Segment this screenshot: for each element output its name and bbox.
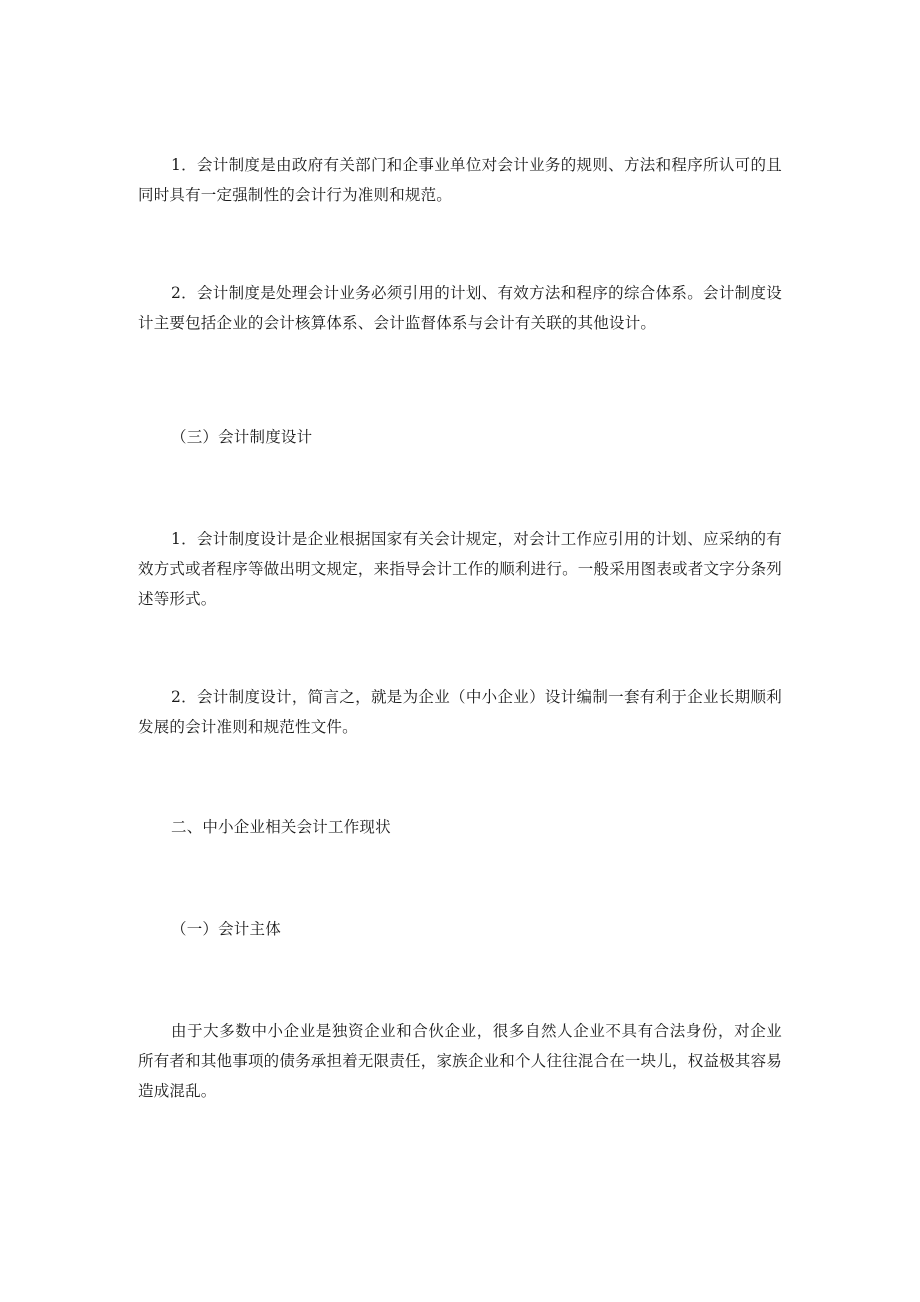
paragraph-3: 1．会计制度设计是企业根据国家有关会计规定，对会计工作应引用的计划、应采纳的有效方式或者程序等做出明文规定，来指导会计工作的顺利进行。一般采用图表或者文字分条列述等形式。: [138, 530, 782, 608]
paragraph-1: 1．会计制度是由政府有关部门和企事业单位对会计业务的规则、方法和程序所认可的且同时具有一定强制性的会计行为准则和规范。: [138, 156, 782, 204]
paragraph-4: 2．会计制度设计，简言之，就是为企业（中小企业）设计编制一套有利于企业长期顺利发展的会计准则和规范性文件。: [138, 688, 782, 736]
subsection-heading-1: （一）会计主体: [171, 920, 281, 938]
section-heading-3: （三）会计制度设计: [171, 428, 313, 446]
paragraph-5: 由于大多数中小企业是独资企业和合伙企业，很多自然人企业不具有合法身份，对企业所有者和其他事项的债务承担着无限责任，家族企业和个人往往混合在一块儿，权益极其容易造成混乱。: [138, 1022, 782, 1100]
section-heading-2: 二、中小企业相关会计工作现状: [171, 818, 391, 836]
paragraph-2: 2．会计制度是处理会计业务必须引用的计划、有效方法和程序的综合体系。会计制度设计主要包括企业的会计核算体系、会计监督体系与会计有关联的其他设计。: [138, 284, 782, 332]
